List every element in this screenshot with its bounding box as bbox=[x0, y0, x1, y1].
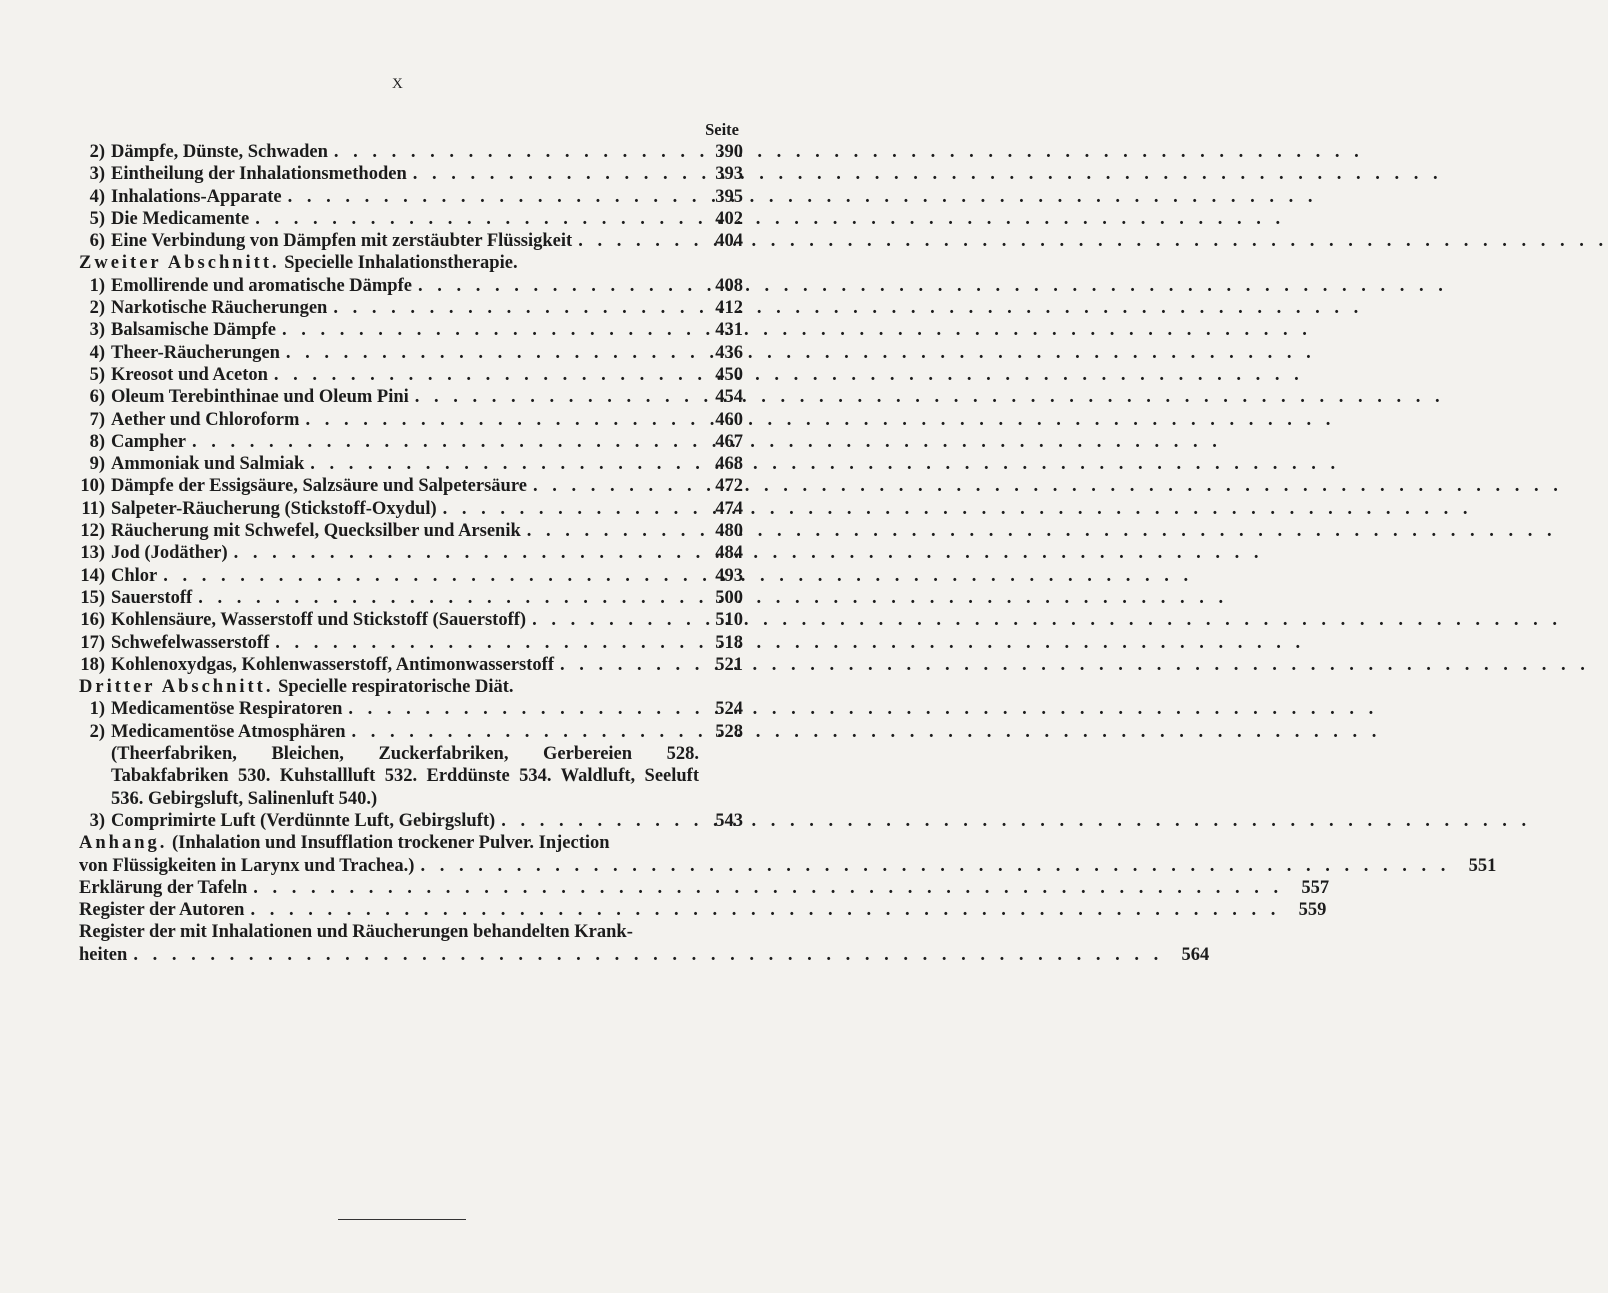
toc-group-first-section bbox=[79, 141, 743, 252]
section-heading-zweiter bbox=[79, 252, 743, 274]
toc-entry-page: 393 bbox=[715, 164, 743, 185]
toc-entry-number: 1) bbox=[89, 699, 105, 720]
toc-entry bbox=[79, 632, 743, 654]
toc-entry bbox=[79, 364, 743, 386]
toc-entry bbox=[79, 855, 1497, 877]
table-of-contents bbox=[79, 118, 1497, 966]
toc-entry-title: Emollirende und aromatische Dämpfe bbox=[111, 275, 412, 296]
toc-entry-number: 2) bbox=[89, 142, 105, 162]
toc-group-dritter bbox=[79, 698, 743, 743]
leader-dots bbox=[250, 899, 1280, 921]
toc-entry bbox=[79, 877, 1330, 899]
toc-entry-number: 17) bbox=[80, 632, 105, 653]
toc-entry-title: Salpeter-Räucherung (Stickstoff-Oxydul) bbox=[111, 498, 437, 519]
toc-entry-title: Erklärung der Tafeln bbox=[79, 877, 248, 898]
leader-dots bbox=[286, 342, 697, 364]
toc-entry-page: 467 bbox=[715, 431, 743, 452]
toc-entry-number: 5) bbox=[89, 364, 105, 385]
toc-entry-page: 484 bbox=[715, 543, 743, 564]
leader-dots bbox=[133, 944, 1163, 966]
toc-entry-page: 557 bbox=[1301, 877, 1330, 898]
anhang-line2: von Flüssigkeiten in Larynx und Trachea.) bbox=[79, 855, 415, 876]
leader-dots bbox=[501, 810, 697, 832]
leader-dots bbox=[533, 475, 697, 497]
leader-dots bbox=[333, 297, 697, 319]
toc-entry-page: 528 bbox=[715, 721, 743, 742]
toc-entry-number: 14) bbox=[80, 565, 105, 586]
register-line1: Register der mit Inhalationen und Räucherungen behandelten Krank- bbox=[79, 922, 633, 943]
toc-entry-page: 472 bbox=[715, 476, 743, 497]
toc-entry-title: Eintheilung der Inhalationsmethoden bbox=[111, 164, 407, 185]
leader-dots bbox=[351, 721, 697, 743]
toc-entry bbox=[79, 453, 743, 475]
toc-entry-page: 551 bbox=[1468, 855, 1497, 876]
toc-entry bbox=[79, 654, 743, 676]
toc-entry-title: Narkotische Räucherungen bbox=[111, 298, 328, 319]
anhang-line1: (Inhalation und Insufflation trockener Pulver. Injection bbox=[171, 833, 610, 854]
toc-entry-page: 460 bbox=[715, 409, 743, 430]
toc-entry-page: 543 bbox=[715, 810, 743, 831]
leader-dots bbox=[163, 565, 697, 587]
toc-entry-title: Die Medicamente bbox=[111, 208, 250, 229]
toc-entry-page: 493 bbox=[715, 565, 743, 586]
toc-entry-number: 11) bbox=[81, 498, 105, 519]
toc-entry bbox=[79, 475, 743, 497]
leader-dots bbox=[334, 141, 697, 163]
toc-entry bbox=[79, 275, 743, 297]
toc-entry-title: Kohlenoxydgas, Kohlenwasserstoff, Antimonwasserstoff bbox=[111, 654, 554, 675]
toc-entry-title: Kohlensäure, Wasserstoff und Stickstoff (Sauerstoff) bbox=[111, 610, 527, 631]
toc-entry-number: 1) bbox=[89, 275, 105, 296]
leader-dots bbox=[532, 609, 697, 631]
toc-group-tail bbox=[79, 877, 1330, 922]
toc-entry-title: Inhalations-Apparate bbox=[111, 186, 282, 207]
toc-entry-number: 13) bbox=[80, 543, 105, 564]
leader-dots bbox=[234, 542, 697, 564]
toc-entry bbox=[79, 141, 743, 163]
anhang-heading bbox=[79, 832, 743, 854]
toc-entry-page: 564 bbox=[1181, 944, 1210, 965]
toc-note: (Theerfabriken, Bleichen, Zuckerfabriken, Gerbereien 528. Tabakfabriken 530. Kuhstallluft 532. Erddünste 534. Waldluft, Seeluft 536. Gebirgsluft, Salinenluft 540.) bbox=[111, 744, 699, 809]
toc-entry-title: Chlor bbox=[111, 565, 158, 586]
toc-entry-title: Aether und Chloroform bbox=[111, 409, 300, 430]
toc-entry-page: 412 bbox=[715, 298, 743, 319]
leader-dots bbox=[578, 230, 697, 252]
leader-dots bbox=[443, 498, 697, 520]
toc-entry-number: 10) bbox=[80, 476, 105, 497]
toc-entry-page: 454 bbox=[715, 387, 743, 408]
toc-entry-number: 9) bbox=[89, 454, 105, 475]
toc-entry-title: Register der Autoren bbox=[79, 900, 245, 921]
leader-dots bbox=[255, 208, 697, 230]
leader-dots bbox=[310, 453, 697, 475]
toc-entry bbox=[79, 186, 743, 208]
leader-dots bbox=[305, 409, 697, 431]
toc-entry bbox=[79, 319, 743, 341]
leader-dots bbox=[198, 587, 697, 609]
toc-entry-number: 2) bbox=[89, 298, 105, 319]
section-title: Specielle respiratorische Diät. bbox=[278, 677, 514, 698]
toc-entry bbox=[79, 297, 743, 319]
toc-entry bbox=[79, 899, 1327, 921]
toc-entry-number: 18) bbox=[80, 654, 105, 675]
toc-entry-page: 521 bbox=[715, 654, 743, 675]
section-title: Specielle Inhalationstherapie. bbox=[284, 253, 518, 274]
toc-entry-title: Comprimirte Luft (Verdünnte Luft, Gebirgsluft) bbox=[111, 810, 496, 831]
register-line2: heiten bbox=[79, 944, 128, 965]
toc-entry-number: 6) bbox=[89, 387, 105, 408]
toc-entry-number: 2) bbox=[89, 721, 105, 742]
toc-entry-title: Schwefelwasserstoff bbox=[111, 632, 270, 653]
toc-entry-title: Eine Verbindung von Dämpfen mit zerstäubter Flüssigkeit bbox=[111, 231, 573, 252]
leader-dots bbox=[275, 632, 697, 654]
toc-entry-page: 450 bbox=[715, 364, 743, 385]
toc-entry-number: 12) bbox=[80, 521, 105, 542]
toc-entry bbox=[79, 163, 743, 185]
footer-rule bbox=[338, 1219, 466, 1220]
leader-dots bbox=[527, 520, 697, 542]
toc-entry-page: 559 bbox=[1298, 900, 1327, 921]
leader-dots bbox=[288, 186, 697, 208]
toc-entry-title: Dämpfe der Essigsäure, Salzsäure und Salpetersäure bbox=[111, 476, 527, 497]
toc-entry-title: Campher bbox=[111, 431, 187, 452]
leader-dots bbox=[415, 386, 697, 408]
toc-entry-page: 468 bbox=[715, 454, 743, 475]
toc-entry-page: 524 bbox=[715, 699, 743, 720]
toc-entry-title: Kreosot und Aceton bbox=[111, 364, 268, 385]
toc-group-zweiter bbox=[79, 275, 743, 676]
toc-entry-number: 16) bbox=[80, 610, 105, 631]
toc-entry bbox=[79, 542, 743, 564]
toc-entry bbox=[79, 698, 743, 720]
toc-entry-page: 510 bbox=[715, 610, 743, 631]
toc-entry bbox=[79, 431, 743, 453]
section-label: Anhang. bbox=[79, 833, 168, 854]
toc-entry bbox=[79, 565, 743, 587]
toc-entry-number: 8) bbox=[89, 431, 105, 452]
toc-entry bbox=[79, 721, 743, 743]
toc-entry-page: 390 bbox=[715, 142, 743, 162]
toc-entry-number: 3) bbox=[89, 164, 105, 185]
section-label: Zweiter Abschnitt. bbox=[79, 253, 280, 274]
toc-entry bbox=[79, 810, 743, 832]
toc-entry-page: 474 bbox=[715, 498, 743, 519]
toc-entry bbox=[79, 498, 743, 520]
toc-entry-page: 404 bbox=[715, 231, 743, 252]
leader-dots bbox=[348, 698, 697, 720]
toc-entry bbox=[79, 944, 1210, 966]
toc-entry-number: 4) bbox=[89, 186, 105, 207]
toc-entry bbox=[79, 230, 743, 252]
toc-entry-page: 395 bbox=[715, 186, 743, 207]
toc-entry-title: Dämpfe, Dünste, Schwaden bbox=[111, 142, 328, 162]
toc-entry-page: 480 bbox=[715, 521, 743, 542]
toc-entry bbox=[79, 409, 743, 431]
leader-dots bbox=[282, 319, 697, 341]
toc-entry bbox=[79, 386, 743, 408]
toc-entry-page: 431 bbox=[715, 320, 743, 341]
toc-entry-title: Balsamische Dämpfe bbox=[111, 320, 276, 341]
toc-entry-number: 3) bbox=[89, 320, 105, 341]
toc-entry-title: Medicamentöse Atmosphären bbox=[111, 721, 346, 742]
leader-dots bbox=[420, 855, 1450, 877]
toc-entry-number: 7) bbox=[89, 409, 105, 430]
section-label: Dritter Abschnitt. bbox=[79, 677, 274, 698]
leader-dots bbox=[192, 431, 697, 453]
toc-entry bbox=[79, 609, 743, 631]
toc-entry-title: Jod (Jodäther) bbox=[111, 543, 228, 564]
toc-entry bbox=[79, 342, 743, 364]
toc-entry-number: 15) bbox=[80, 587, 105, 608]
toc-entry-number: 4) bbox=[89, 342, 105, 363]
toc-entry-title: Theer-Räucherungen bbox=[111, 342, 280, 363]
toc-entry-number: 6) bbox=[89, 231, 105, 252]
leader-dots bbox=[418, 275, 697, 297]
section-heading-dritter bbox=[79, 676, 743, 698]
toc-entry-page: 518 bbox=[715, 632, 743, 653]
toc-entry-title: Oleum Terebinthinae und Oleum Pini bbox=[111, 387, 409, 408]
toc-entry-title: Ammoniak und Salmiak bbox=[111, 454, 305, 475]
toc-entry-number: 3) bbox=[89, 810, 105, 831]
toc-entry-title: Räucherung mit Schwefel, Quecksilber und Arsenik bbox=[111, 521, 521, 542]
toc-entry-title: Sauerstoff bbox=[111, 587, 193, 608]
leader-dots bbox=[560, 654, 697, 676]
page-number: X bbox=[392, 76, 404, 92]
leader-dots bbox=[253, 877, 1283, 899]
toc-entry-title: Medicamentöse Respiratoren bbox=[111, 699, 343, 720]
leader-dots bbox=[274, 364, 697, 386]
toc-entry-page: 436 bbox=[715, 342, 743, 363]
seite-column-header: Seite bbox=[705, 120, 739, 139]
toc-entry-page: 500 bbox=[715, 587, 743, 608]
toc-entry-number: 5) bbox=[89, 208, 105, 229]
toc-entry-page: 402 bbox=[715, 208, 743, 229]
leader-dots bbox=[413, 163, 697, 185]
toc-entry bbox=[79, 520, 743, 542]
toc-entry bbox=[79, 208, 743, 230]
toc-entry bbox=[79, 587, 743, 609]
toc-entry-page: 408 bbox=[715, 275, 743, 296]
